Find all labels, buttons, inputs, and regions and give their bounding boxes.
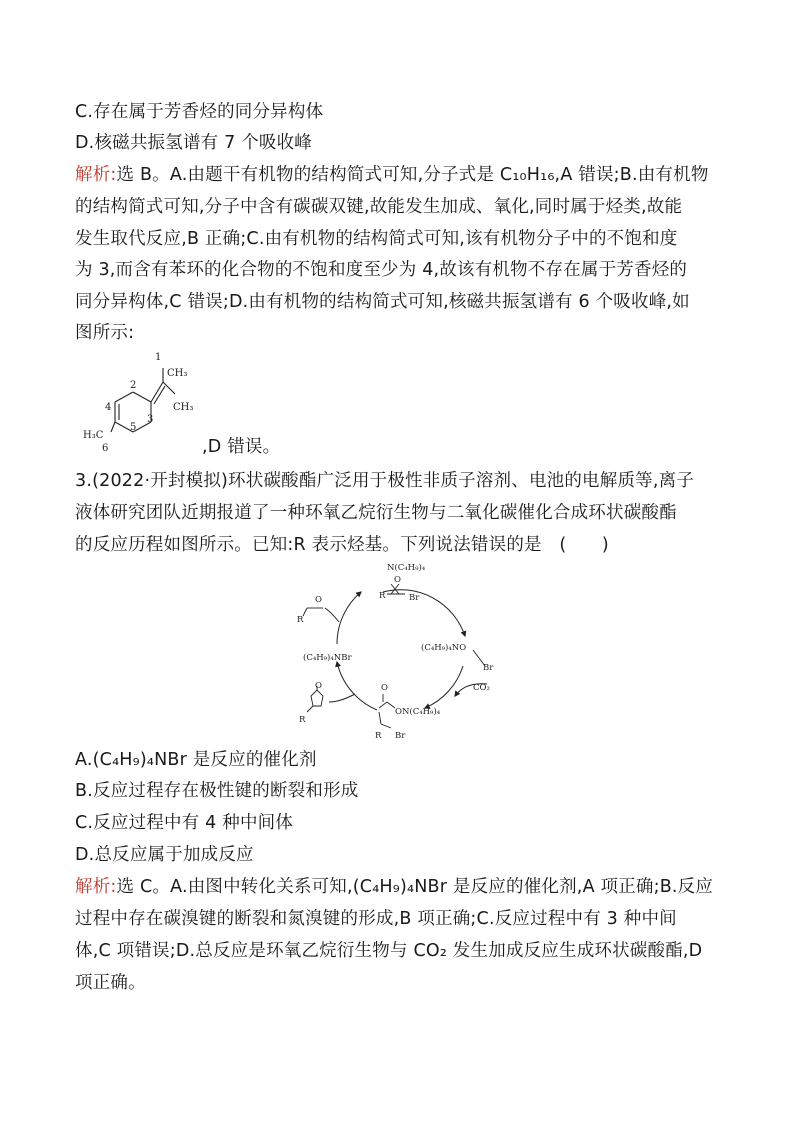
q3-analysis-line-3: 体,C 项错误;D.总反应是环氧乙烷衍生物与 CO₂ 发生加成反应生成环状碳酸酯,D (75, 941, 703, 961)
epoxide-bonds (303, 608, 323, 616)
right-br-label: Br (483, 663, 494, 673)
number-4: 4 (105, 402, 112, 413)
q3-option-a: A.(C₄H₉)₄NBr 是反应的催化剂 (75, 750, 317, 770)
product-release-arrow (329, 694, 355, 702)
ring-bonds (111, 368, 175, 432)
bottom-carbonate-bonds (379, 694, 395, 728)
q2-analysis-line-6: 图所示: (75, 323, 135, 343)
number-6: 6 (102, 443, 109, 454)
q2-option-c: C.存在属于芳香烃的同分异构体 (75, 102, 324, 122)
q3-option-b: B.反应过程存在极性键的断裂和形成 (75, 781, 359, 801)
q3-analysis-line-1: 解析:选 C。A.由图中转化关系可知,(C₄H₉)₄NBr 是反应的催化剂,A 项正确;B.反应 (75, 877, 714, 897)
bottom-br-label: Br (395, 731, 406, 741)
epoxide-r-label: R (297, 615, 304, 625)
bottom-species-label: ON(C₄H₉)₄ (395, 707, 441, 717)
ch3-right-label: CH₃ (173, 402, 194, 413)
number-1: 1 (155, 352, 162, 363)
q3-option-c: C.反应过程中有 4 种中间体 (75, 813, 294, 833)
ch3-top-label: CH₃ (167, 368, 188, 379)
number-5: 5 (130, 422, 137, 433)
q3-stem-line-1: 3.(2022·开封模拟)环状碳酸酯广泛用于极性非质子溶剂、电池的电解质等,离子 (75, 471, 695, 491)
bottom-o-label: O (381, 683, 388, 693)
arrow-left-to-top (337, 592, 361, 644)
bond-2-c (133, 392, 151, 402)
right-species-label: (C₄H₉)₄NO (421, 643, 467, 653)
q3-analysis-label: 解析: (75, 877, 117, 897)
q2-option-d: D.核磁共振氢谱有 7 个吸收峰 (75, 133, 312, 153)
top-br-label: Br (409, 593, 420, 603)
q2-analysis-line-1: 解析:选 B。A.由题干有机物的结构简式可知,分子式是 C₁₀H₁₆,A 错误;B.由有机物 (75, 165, 709, 185)
top-species-label: N(C₄H₉)₄ (387, 563, 426, 573)
number-3: 3 (147, 414, 154, 425)
arrow-top-to-right (383, 590, 465, 636)
q3-stem-line-3: 的反应历程如图所示。已知:R 表示烃基。下列说法错误的是 ( ) (75, 535, 609, 555)
arrow-bottom-to-left (337, 662, 377, 710)
reaction-cycle-diagram (295, 562, 505, 744)
q2-analysis-label: 解析: (75, 165, 117, 185)
epoxide-entry-arrow (325, 608, 339, 622)
top-o-label: O (394, 575, 401, 585)
q3-analysis-line-2: 过程中存在碳溴键的断裂和氮溴键的形成,B 项正确;C.反应过程中有 3 种中间 (75, 909, 677, 929)
q2-analysis-line-2: 的结构简式可知,分子中含有碳碳双键,故能发生加成、氧化,同时属于烃类,故能 (75, 197, 683, 217)
q2-analysis-line-5: 同分异构体,C 错误;D.由有机物的结构简式可知,核磁共振氢谱有 6 个吸收峰,如 (75, 292, 690, 312)
q2-analysis-line-4: 为 3,而含有苯环的化合物的不饱和度至少为 4,故该有机物不存在属于芳香烃的 (75, 260, 688, 280)
co2-label: CO₂ (473, 683, 490, 693)
q3-analysis-line-4: 项正确。 (75, 973, 146, 993)
molecule-structure-figure (75, 350, 205, 458)
carbonate-o-label: O (315, 681, 322, 691)
epoxide-o-label: O (315, 595, 322, 605)
bond-to-h3c (111, 422, 115, 432)
q3-option-d: D.总反应属于加成反应 (75, 845, 254, 865)
bond-to-ch3-right (163, 382, 175, 394)
top-epoxide-bonds (387, 584, 405, 594)
catalyst-label: (C₄H₉)₄NBr (303, 653, 352, 663)
arrow-right-to-bottom (425, 666, 463, 708)
h3c-label: H₃C (83, 430, 104, 441)
number-2: 2 (130, 380, 137, 391)
q2-figure-suffix: ,D 错误。 (202, 437, 281, 457)
top-r-label: R (379, 591, 386, 601)
q3-stem-line-2: 液体研究团队近期报道了一种环氧乙烷衍生物与二氧化碳催化合成环状碳酸酯 (75, 503, 677, 523)
q2-analysis-line-3: 发生取代反应,B 正确;C.由有机物的结构简式可知,该有机物分子中的不饱和度 (75, 229, 678, 249)
bond-c-2 (115, 392, 133, 402)
carbonate-r-label: R (299, 715, 306, 725)
bottom-r-label: R (375, 731, 382, 741)
